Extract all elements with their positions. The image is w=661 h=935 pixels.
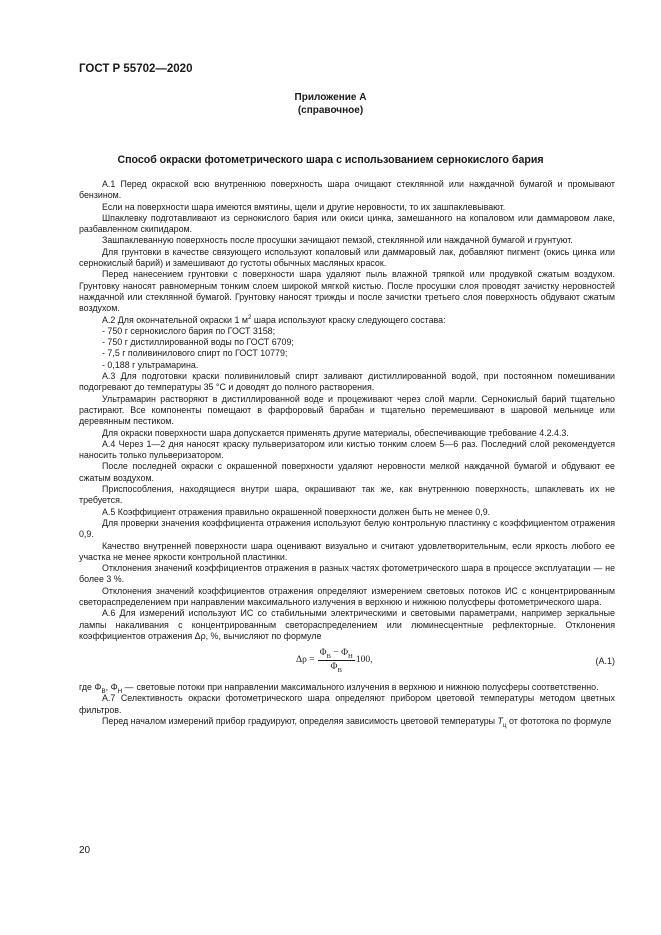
section-heading: Способ окраски фотометрического шара с использованием сернокислого бария <box>117 154 544 166</box>
paragraph: Перед нанесением грунтовки с поверхности шара удаляют пыль влажной тряпкой или продувкой сжатым воздухом. Грунтовку наносят равномерным тонким слоем широкой мягкой кистью. После просушки слоя проводят зачистку неровностей наждачной или стеклянной бумагой. Грунтовку наносят трижды и после зачистки третьего слоя поверхность обдувают сжатым воздухом. <box>79 269 615 314</box>
equation-numerator: $\Phi_В - \Phi_Н$ <box>319 648 353 661</box>
appendix-title-block <box>0 91 661 117</box>
list-item: - 7,5 г поливинилового спирт по ГОСТ 10779; <box>102 348 288 359</box>
paragraph: Если на поверхности шара имеются вмятины, щели и другие неровности, то их зашпаклевывают. <box>102 201 506 212</box>
where-clause <box>79 682 615 693</box>
equation-tail: 100, <box>355 655 373 666</box>
list-item: - 750 г сернокислого бария по ГОСТ 3158; <box>102 325 276 336</box>
equation-number: (А.1) <box>595 656 615 667</box>
paragraph: Ультрамарин растворяют в дистиллированной воде и процеживают через слой марли. Сернокислый барий тщательно растирают. Все компоненты помещают в фарфоровый барабан и тщательно перемешивают в шаровой мельнице или деревянным пестиком. <box>79 393 615 427</box>
paragraph: Приспособления, находящиеся внутри шара, окрашивают так же, как внутреннюю поверхность, шпаклевать их не требуется. <box>79 484 615 506</box>
paragraph: Зашпаклеванную поверхность после просушки зачищают пемзой, стеклянной или наждачной бумагой и грунтуют. <box>102 235 573 246</box>
paragraph: Отклонения значений коэффициентов отражения определяют измерением световых потоков ИС с концентрированным светораспределением при направлении максимального излучения в верхнюю и нижнюю полусферы фотометрического шара. <box>79 585 615 607</box>
paragraph: А.6 Для измерений используют ИС со стабильными электрическими и световыми параметрами, например зеркальные лампы накаливания с концентрированным светораспределением или люминесцентные рефлекторные. Отклонения коэффициентов отражения Δρ, %, вычисляют по формуле <box>79 608 615 641</box>
paragraph-last: Перед началом измерений прибор градуируют, определяя зависимость цветовой температуры $T_ц$ от фототока по формуле <box>102 716 612 729</box>
paragraph: Для окраски поверхности шара допускается применять другие материалы, обеспечивающие требование 4.2.4.3. <box>102 427 569 438</box>
equation-denominator: $\Phi_В$ <box>330 662 342 675</box>
paragraph: Для проверки значения коэффициента отражения используют белую контрольную пластинку с коэффициентом отражения 0,9. <box>79 517 615 540</box>
where-definition: световые потоки при направлении максимального излучения в верхнюю и нижнюю полусферы соответственно. <box>136 682 599 693</box>
equation-a1 <box>79 646 615 680</box>
paragraph: А.1 Перед окраской всю внутреннюю поверхность шара очищают стеклянной или наждачной бумагой и промывают бензином. <box>79 179 615 201</box>
appendix-title: Приложение А <box>294 92 367 103</box>
paragraph: Для грунтовки в качестве связующего используют копаловый или даммаровый лак, добавляют пигмент (окись цинка или сернокислый барий) и замешивают до густоты обычных масляных красок. <box>79 246 615 269</box>
equation-lhs: Δρ = <box>296 655 315 666</box>
paragraph: А.5 Коэффициент отражения правильно окрашенной поверхности должен быть не менее 0,9. <box>102 506 491 517</box>
document-body <box>79 179 615 727</box>
paragraph: Шпаклевку подготавливают из сернокислого бария или окиси цинка, замешанного на копаловом или даммаровом лаке, разбавленном скипидаром. <box>79 212 615 235</box>
paragraph: Качество внутренней поверхности шара оценивают визуально и считают удовлетворительным, если яркость любого ее участка не менее яркости контрольной пластинки. <box>79 540 615 562</box>
standard-header: ГОСТ Р 55702—2020 <box>79 63 193 75</box>
page-number: 20 <box>79 845 91 856</box>
paragraph-a2: А.2 Для окончательной окраски 1 $м^2$ шара используют краску следующего состава: <box>102 313 446 325</box>
where-symbols: где $\Phi_В$, $\Phi_Н$ — <box>79 682 134 695</box>
paragraph: А.4 Через 1—2 дня наносят краску пульверизатором или кистью тонким слоем 5—6 раз. Последний слой рекомендуется наносить только пульверизатором. <box>79 438 615 461</box>
equation-fraction <box>318 648 355 674</box>
paragraph: После последней окраски с окрашенной поверхности удаляют неровности мелкой наждачной бумагой и обдувают ее сжатым воздухом. <box>79 461 615 483</box>
appendix-subtitle: (справочное) <box>297 105 364 116</box>
paragraph-a7: А.7 Селективность окраски фотометрического шара определяют прибором цветовой температуры методом цветных фильтров. <box>79 693 615 715</box>
paragraph: Отклонения значений коэффициентов отражения в разных частях фотометрического шара в процессе эксплуатации — не более 3 %. <box>79 563 615 585</box>
paragraph: А.3 Для подготовки краски поливиниловый спирт заливают дистиллированной водой, при постоянном помешивании подогревают до температуры 35 °С и доводят до полного растворения. <box>79 371 615 393</box>
list-item: - 0,188 г ультрамарина. <box>102 359 199 370</box>
list-item: - 750 г дистиллированной воды по ГОСТ 6709; <box>102 337 294 348</box>
equation-body <box>296 648 372 674</box>
